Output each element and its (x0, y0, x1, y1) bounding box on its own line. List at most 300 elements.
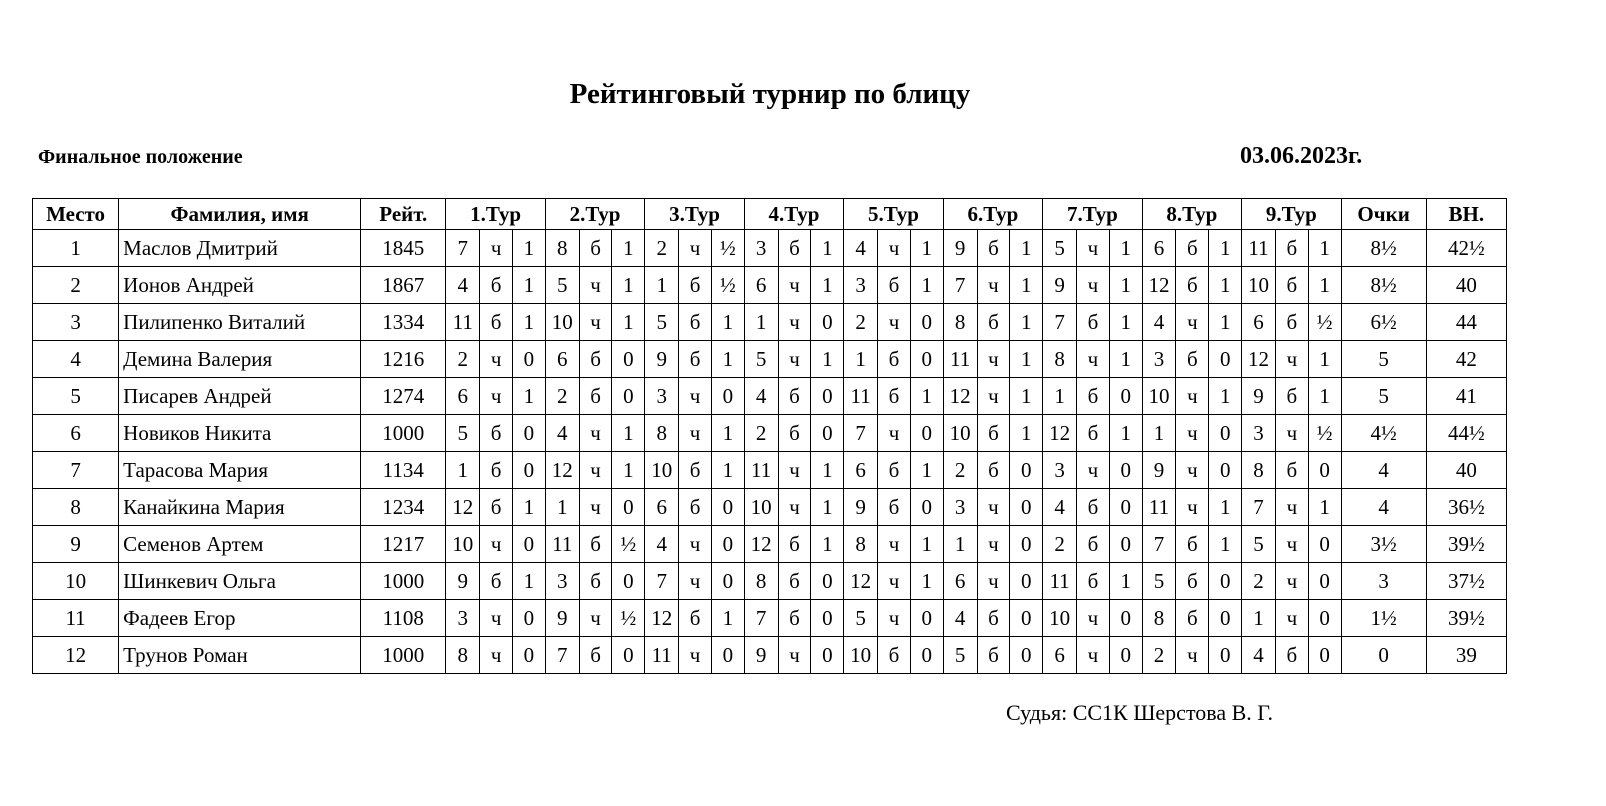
round-2-color-cell: б (579, 526, 612, 563)
round-1-result-cell: 0 (513, 415, 546, 452)
round-5-color-cell: ч (878, 563, 911, 600)
round-5-result-cell: 0 (910, 304, 943, 341)
round-1-opponent-cell: 4 (446, 267, 480, 304)
round-7-color-cell: ч (1077, 600, 1110, 637)
round-2-result-cell: 0 (612, 341, 645, 378)
round-5-color-cell: б (878, 267, 911, 304)
round-8-result-cell: 0 (1209, 563, 1242, 600)
round-6-opponent-cell: 2 (943, 452, 977, 489)
round-7-opponent-cell: 4 (1043, 489, 1077, 526)
round-6-opponent-cell: 9 (943, 230, 977, 267)
round-5-result-cell: 1 (910, 267, 943, 304)
rating-cell: 1274 (361, 378, 446, 415)
round-9-opponent-cell: 6 (1242, 304, 1276, 341)
round-3-result-cell: 1 (711, 415, 744, 452)
round-8-color-cell: б (1176, 600, 1209, 637)
round-7-opponent-cell: 7 (1043, 304, 1077, 341)
round-6-result-cell: 0 (1010, 600, 1043, 637)
round-3-result-cell: 0 (711, 563, 744, 600)
round-4-result-cell: 1 (811, 526, 844, 563)
round-8-result-cell: 0 (1209, 452, 1242, 489)
round-7-color-cell: ч (1077, 452, 1110, 489)
round-1-color-cell: б (480, 267, 513, 304)
round-6-result-cell: 1 (1010, 230, 1043, 267)
round-4-color-cell: б (778, 600, 811, 637)
round-2-opponent-cell: 2 (545, 378, 579, 415)
round-7-result-cell: 0 (1109, 489, 1142, 526)
round-4-result-cell: 1 (811, 341, 844, 378)
round-9-color-cell: ч (1275, 341, 1308, 378)
round-4-opponent-cell: 1 (744, 304, 778, 341)
round-4-result-cell: 1 (811, 452, 844, 489)
round-8-result-cell: 1 (1209, 378, 1242, 415)
round-1-result-cell: 1 (513, 230, 546, 267)
rating-cell: 1867 (361, 267, 446, 304)
round-8-color-cell: ч (1176, 452, 1209, 489)
round-8-opponent-cell: 3 (1142, 341, 1176, 378)
round-8-result-cell: 1 (1209, 267, 1242, 304)
round-4-color-cell: б (778, 563, 811, 600)
round-4-opponent-cell: 10 (744, 489, 778, 526)
round-1-opponent-cell: 8 (446, 637, 480, 674)
round-2-opponent-cell: 11 (545, 526, 579, 563)
round-9-result-cell: ½ (1308, 415, 1341, 452)
round-3-color-cell: ч (679, 378, 712, 415)
round-5-result-cell: 1 (910, 526, 943, 563)
round-9-color-cell: ч (1275, 415, 1308, 452)
round-4-result-cell: 0 (811, 378, 844, 415)
round-8-result-cell: 0 (1209, 637, 1242, 674)
round-4-result-cell: 0 (811, 563, 844, 600)
tiebreak-cell: 36½ (1426, 489, 1506, 526)
round-8-result-cell: 1 (1209, 304, 1242, 341)
round-2-opponent-cell: 12 (545, 452, 579, 489)
round-2-opponent-cell: 6 (545, 341, 579, 378)
round-1-opponent-cell: 10 (446, 526, 480, 563)
table-row (33, 304, 1507, 341)
round-7-opponent-cell: 8 (1043, 341, 1077, 378)
round-7-opponent-cell: 2 (1043, 526, 1077, 563)
round-8-color-cell: б (1176, 230, 1209, 267)
round-8-result-cell: 0 (1209, 341, 1242, 378)
round-5-opponent-cell: 5 (844, 600, 878, 637)
round-9-result-cell: 1 (1308, 489, 1341, 526)
standings-table (32, 198, 1507, 674)
round-5-opponent-cell: 1 (844, 341, 878, 378)
round-9-opponent-cell: 10 (1242, 267, 1276, 304)
round-3-color-cell: ч (679, 230, 712, 267)
round-7-color-cell: б (1077, 415, 1110, 452)
round-5-opponent-cell: 11 (844, 378, 878, 415)
round-6-result-cell: 1 (1010, 267, 1043, 304)
round-6-result-cell: 1 (1010, 378, 1043, 415)
player-name-cell: Ионов Андрей (119, 267, 361, 304)
round-1-color-cell: б (480, 415, 513, 452)
round-4-opponent-cell: 11 (744, 452, 778, 489)
round-6-opponent-cell: 12 (943, 378, 977, 415)
round-4-color-cell: б (778, 526, 811, 563)
header-round-4: 4.Тур (744, 199, 843, 230)
round-1-opponent-cell: 5 (446, 415, 480, 452)
header-tiebreak: ВН. (1426, 199, 1506, 230)
round-3-opponent-cell: 5 (645, 304, 679, 341)
table-row (33, 415, 1507, 452)
table-row (33, 341, 1507, 378)
round-5-opponent-cell: 2 (844, 304, 878, 341)
header-round-3: 3.Тур (645, 199, 744, 230)
round-5-result-cell: 0 (910, 415, 943, 452)
rating-cell: 1108 (361, 600, 446, 637)
round-6-opponent-cell: 5 (943, 637, 977, 674)
header-round-7: 7.Тур (1043, 199, 1142, 230)
round-3-result-cell: 1 (711, 452, 744, 489)
round-3-color-cell: б (679, 341, 712, 378)
round-6-color-cell: ч (977, 563, 1010, 600)
round-7-opponent-cell: 9 (1043, 267, 1077, 304)
round-1-opponent-cell: 3 (446, 600, 480, 637)
player-name-cell: Демина Валерия (119, 341, 361, 378)
rating-cell: 1334 (361, 304, 446, 341)
round-4-opponent-cell: 2 (744, 415, 778, 452)
rating-cell: 1216 (361, 341, 446, 378)
round-4-color-cell: ч (778, 452, 811, 489)
round-4-opponent-cell: 4 (744, 378, 778, 415)
tiebreak-cell: 40 (1426, 267, 1506, 304)
round-9-color-cell: ч (1275, 526, 1308, 563)
round-3-opponent-cell: 12 (645, 600, 679, 637)
round-6-result-cell: 1 (1010, 341, 1043, 378)
round-1-opponent-cell: 7 (446, 230, 480, 267)
round-8-opponent-cell: 10 (1142, 378, 1176, 415)
rating-cell: 1000 (361, 563, 446, 600)
round-4-color-cell: ч (778, 637, 811, 674)
round-1-color-cell: ч (480, 526, 513, 563)
round-4-result-cell: 0 (811, 637, 844, 674)
round-4-color-cell: ч (778, 267, 811, 304)
points-cell: 4 (1341, 489, 1426, 526)
round-8-color-cell: б (1176, 267, 1209, 304)
header-round-6: 6.Тур (943, 199, 1042, 230)
points-cell: 3 (1341, 563, 1426, 600)
round-1-result-cell: 1 (513, 304, 546, 341)
round-9-color-cell: ч (1275, 563, 1308, 600)
place-cell: 8 (33, 489, 119, 526)
round-7-color-cell: ч (1077, 341, 1110, 378)
round-2-opponent-cell: 9 (545, 600, 579, 637)
round-2-opponent-cell: 4 (545, 415, 579, 452)
round-9-color-cell: б (1275, 378, 1308, 415)
round-2-result-cell: 1 (612, 452, 645, 489)
round-2-result-cell: 0 (612, 563, 645, 600)
points-cell: 5 (1341, 341, 1426, 378)
round-2-color-cell: ч (579, 415, 612, 452)
round-9-color-cell: б (1275, 304, 1308, 341)
player-name-cell: Новиков Никита (119, 415, 361, 452)
round-2-opponent-cell: 8 (545, 230, 579, 267)
round-2-opponent-cell: 3 (545, 563, 579, 600)
place-cell: 11 (33, 600, 119, 637)
round-1-opponent-cell: 9 (446, 563, 480, 600)
round-2-opponent-cell: 1 (545, 489, 579, 526)
round-9-result-cell: 0 (1308, 563, 1341, 600)
round-4-result-cell: 0 (811, 415, 844, 452)
table-row (33, 378, 1507, 415)
round-7-result-cell: 0 (1109, 637, 1142, 674)
round-7-result-cell: 1 (1109, 304, 1142, 341)
place-cell: 7 (33, 452, 119, 489)
round-7-color-cell: ч (1077, 267, 1110, 304)
round-1-color-cell: ч (480, 637, 513, 674)
points-cell: 1½ (1341, 600, 1426, 637)
rating-cell: 1217 (361, 526, 446, 563)
player-name-cell: Трунов Роман (119, 637, 361, 674)
round-5-color-cell: ч (878, 415, 911, 452)
round-7-color-cell: б (1077, 526, 1110, 563)
place-cell: 12 (33, 637, 119, 674)
round-6-opponent-cell: 11 (943, 341, 977, 378)
rating-cell: 1134 (361, 452, 446, 489)
round-6-opponent-cell: 6 (943, 563, 977, 600)
round-1-color-cell: ч (480, 600, 513, 637)
round-2-color-cell: б (579, 230, 612, 267)
round-4-opponent-cell: 7 (744, 600, 778, 637)
player-name-cell: Шинкевич Ольга (119, 563, 361, 600)
round-9-color-cell: ч (1275, 600, 1308, 637)
table-row (33, 637, 1507, 674)
round-4-result-cell: 1 (811, 489, 844, 526)
place-cell: 2 (33, 267, 119, 304)
round-4-color-cell: ч (778, 304, 811, 341)
round-7-color-cell: ч (1077, 230, 1110, 267)
round-7-opponent-cell: 5 (1043, 230, 1077, 267)
round-2-result-cell: 0 (612, 637, 645, 674)
round-3-opponent-cell: 6 (645, 489, 679, 526)
round-6-result-cell: 0 (1010, 452, 1043, 489)
round-1-opponent-cell: 12 (446, 489, 480, 526)
round-3-result-cell: 0 (711, 526, 744, 563)
round-9-result-cell: 0 (1308, 452, 1341, 489)
page-title: Рейтинговый турнир по блицу (569, 78, 971, 110)
tiebreak-cell: 39½ (1426, 600, 1506, 637)
round-2-result-cell: 1 (612, 267, 645, 304)
table-row (33, 563, 1507, 600)
round-3-color-cell: б (679, 267, 712, 304)
round-1-color-cell: ч (480, 230, 513, 267)
round-9-opponent-cell: 1 (1242, 600, 1276, 637)
round-5-color-cell: ч (878, 600, 911, 637)
table-row (33, 489, 1507, 526)
points-cell: 4 (1341, 452, 1426, 489)
round-8-color-cell: б (1176, 341, 1209, 378)
round-6-color-cell: б (977, 600, 1010, 637)
player-name-cell: Тарасова Мария (119, 452, 361, 489)
round-6-opponent-cell: 3 (943, 489, 977, 526)
round-2-result-cell: ½ (612, 600, 645, 637)
round-2-result-cell: 1 (612, 230, 645, 267)
round-8-opponent-cell: 9 (1142, 452, 1176, 489)
points-cell: 3½ (1341, 526, 1426, 563)
round-8-result-cell: 0 (1209, 415, 1242, 452)
round-1-color-cell: б (480, 489, 513, 526)
round-8-color-cell: б (1176, 526, 1209, 563)
round-1-color-cell: б (480, 452, 513, 489)
round-7-result-cell: 0 (1109, 452, 1142, 489)
round-2-color-cell: ч (579, 489, 612, 526)
round-1-result-cell: 1 (513, 563, 546, 600)
round-6-result-cell: 1 (1010, 304, 1043, 341)
round-5-result-cell: 0 (910, 637, 943, 674)
round-3-result-cell: 0 (711, 378, 744, 415)
subtitle: Финальное положение (38, 146, 243, 168)
place-cell: 3 (33, 304, 119, 341)
round-4-result-cell: 1 (811, 267, 844, 304)
table-row (33, 452, 1507, 489)
round-3-opponent-cell: 8 (645, 415, 679, 452)
round-4-color-cell: б (778, 230, 811, 267)
tournament-date: 03.06.2023г. (1240, 143, 1363, 169)
round-3-color-cell: б (679, 489, 712, 526)
table-body (33, 230, 1507, 674)
points-cell: 4½ (1341, 415, 1426, 452)
round-1-opponent-cell: 6 (446, 378, 480, 415)
round-1-opponent-cell: 1 (446, 452, 480, 489)
round-3-color-cell: ч (679, 637, 712, 674)
round-8-opponent-cell: 1 (1142, 415, 1176, 452)
round-3-opponent-cell: 3 (645, 378, 679, 415)
round-3-result-cell: 0 (711, 489, 744, 526)
rating-cell: 1000 (361, 415, 446, 452)
round-4-result-cell: 0 (811, 600, 844, 637)
tiebreak-cell: 44½ (1426, 415, 1506, 452)
round-9-opponent-cell: 7 (1242, 489, 1276, 526)
round-2-result-cell: 1 (612, 415, 645, 452)
round-4-opponent-cell: 8 (744, 563, 778, 600)
round-3-opponent-cell: 9 (645, 341, 679, 378)
round-5-result-cell: 1 (910, 563, 943, 600)
round-7-color-cell: б (1077, 489, 1110, 526)
round-6-color-cell: ч (977, 526, 1010, 563)
round-5-result-cell: 0 (910, 600, 943, 637)
player-name-cell: Маслов Дмитрий (119, 230, 361, 267)
round-1-result-cell: 0 (513, 452, 546, 489)
tiebreak-cell: 42½ (1426, 230, 1506, 267)
place-cell: 9 (33, 526, 119, 563)
table-row (33, 267, 1507, 304)
round-6-result-cell: 0 (1010, 526, 1043, 563)
header-name: Фамилия, имя (119, 199, 361, 230)
round-3-opponent-cell: 1 (645, 267, 679, 304)
round-7-result-cell: 0 (1109, 600, 1142, 637)
round-7-result-cell: 1 (1109, 267, 1142, 304)
round-7-result-cell: 1 (1109, 341, 1142, 378)
round-5-color-cell: б (878, 341, 911, 378)
tiebreak-cell: 42 (1426, 341, 1506, 378)
tiebreak-cell: 41 (1426, 378, 1506, 415)
round-3-opponent-cell: 4 (645, 526, 679, 563)
round-8-result-cell: 1 (1209, 230, 1242, 267)
round-7-result-cell: 0 (1109, 378, 1142, 415)
round-9-color-cell: б (1275, 230, 1308, 267)
round-6-color-cell: б (977, 637, 1010, 674)
round-4-opponent-cell: 5 (744, 341, 778, 378)
round-3-color-cell: б (679, 600, 712, 637)
round-1-color-cell: б (480, 304, 513, 341)
round-4-color-cell: ч (778, 489, 811, 526)
round-1-result-cell: 0 (513, 600, 546, 637)
player-name-cell: Фадеев Егор (119, 600, 361, 637)
round-5-opponent-cell: 9 (844, 489, 878, 526)
round-7-opponent-cell: 3 (1043, 452, 1077, 489)
rating-cell: 1234 (361, 489, 446, 526)
round-5-opponent-cell: 4 (844, 230, 878, 267)
round-8-opponent-cell: 12 (1142, 267, 1176, 304)
round-5-result-cell: 0 (910, 341, 943, 378)
round-5-result-cell: 1 (910, 378, 943, 415)
round-8-color-cell: ч (1176, 378, 1209, 415)
round-3-color-cell: б (679, 452, 712, 489)
place-cell: 6 (33, 415, 119, 452)
player-name-cell: Канайкина Мария (119, 489, 361, 526)
round-9-result-cell: 0 (1308, 526, 1341, 563)
round-5-color-cell: б (878, 637, 911, 674)
round-8-opponent-cell: 11 (1142, 489, 1176, 526)
round-8-opponent-cell: 8 (1142, 600, 1176, 637)
tiebreak-cell: 40 (1426, 452, 1506, 489)
round-1-result-cell: 1 (513, 378, 546, 415)
round-9-color-cell: б (1275, 637, 1308, 674)
round-2-color-cell: ч (579, 452, 612, 489)
round-7-opponent-cell: 11 (1043, 563, 1077, 600)
round-7-opponent-cell: 6 (1043, 637, 1077, 674)
round-6-color-cell: ч (977, 341, 1010, 378)
round-8-opponent-cell: 4 (1142, 304, 1176, 341)
round-5-color-cell: ч (878, 304, 911, 341)
round-2-color-cell: б (579, 563, 612, 600)
tiebreak-cell: 44 (1426, 304, 1506, 341)
tiebreak-cell: 37½ (1426, 563, 1506, 600)
round-5-opponent-cell: 3 (844, 267, 878, 304)
round-9-opponent-cell: 2 (1242, 563, 1276, 600)
round-9-opponent-cell: 9 (1242, 378, 1276, 415)
round-5-opponent-cell: 12 (844, 563, 878, 600)
round-9-result-cell: 0 (1308, 600, 1341, 637)
round-5-opponent-cell: 8 (844, 526, 878, 563)
round-6-color-cell: ч (977, 378, 1010, 415)
header-round-8: 8.Тур (1142, 199, 1241, 230)
round-8-opponent-cell: 2 (1142, 637, 1176, 674)
round-2-color-cell: ч (579, 267, 612, 304)
round-2-color-cell: б (579, 637, 612, 674)
round-4-opponent-cell: 9 (744, 637, 778, 674)
round-4-color-cell: б (778, 378, 811, 415)
header-rating: Рейт. (361, 199, 446, 230)
round-2-result-cell: 1 (612, 304, 645, 341)
round-8-result-cell: 0 (1209, 600, 1242, 637)
round-3-opponent-cell: 11 (645, 637, 679, 674)
round-6-opponent-cell: 10 (943, 415, 977, 452)
round-7-result-cell: 0 (1109, 526, 1142, 563)
tiebreak-cell: 39½ (1426, 526, 1506, 563)
round-1-result-cell: 0 (513, 526, 546, 563)
round-9-opponent-cell: 8 (1242, 452, 1276, 489)
round-5-opponent-cell: 6 (844, 452, 878, 489)
header-row (33, 199, 1507, 230)
round-8-opponent-cell: 5 (1142, 563, 1176, 600)
points-cell: 8½ (1341, 230, 1426, 267)
round-8-opponent-cell: 6 (1142, 230, 1176, 267)
round-2-result-cell: 0 (612, 489, 645, 526)
round-2-result-cell: 0 (612, 378, 645, 415)
